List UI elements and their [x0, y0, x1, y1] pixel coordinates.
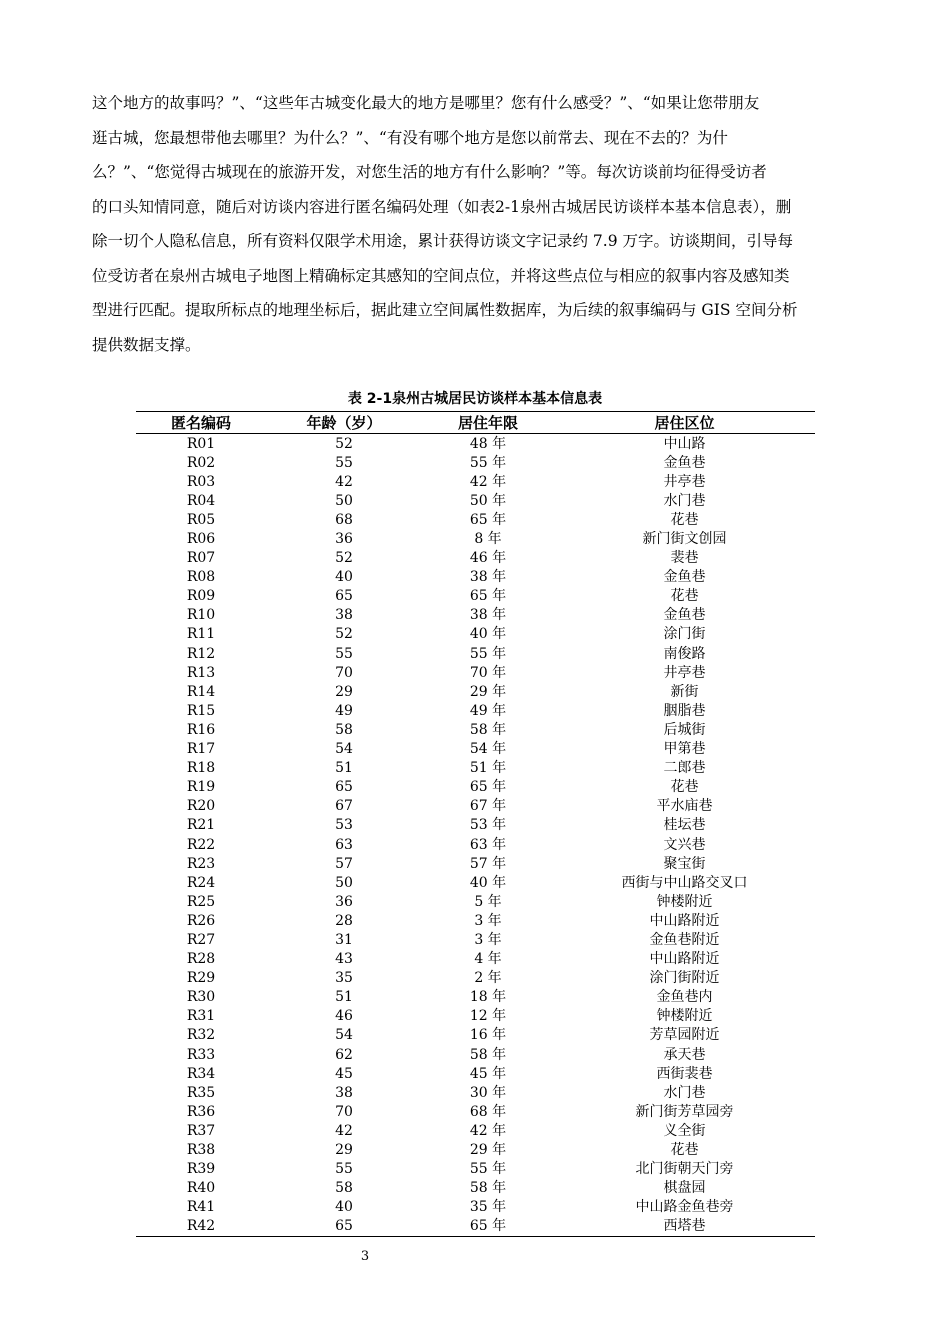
cell-anonymous-code: R13 — [186, 664, 216, 681]
cell-residence-location: 新门街文创园 — [642, 531, 727, 548]
cell-residence-years: 48 年 — [469, 435, 507, 452]
cell-age: 43 — [335, 951, 353, 968]
table-row — [136, 1121, 815, 1140]
table-caption: 表 2-1泉州古城居民访谈样本基本信息表 — [347, 391, 603, 407]
cell-anonymous-code: R22 — [186, 836, 216, 853]
cell-age: 29 — [335, 683, 353, 700]
cell-age: 40 — [335, 1199, 353, 1216]
cell-anonymous-code: R37 — [186, 1122, 216, 1139]
cell-anonymous-code: R08 — [186, 569, 216, 586]
body-paragraph — [92, 86, 860, 362]
cell-residence-years: 67 年 — [469, 798, 507, 815]
cell-anonymous-code: R42 — [136, 1217, 266, 1237]
table-row — [136, 1198, 815, 1217]
cell-residence-location: 金鱼巷 — [663, 607, 706, 624]
cell-age: 58 — [335, 721, 353, 738]
cell-age: 53 — [335, 817, 353, 834]
cell-anonymous-code: R03 — [186, 473, 216, 490]
cell-residence-years: 30 年 — [469, 1084, 507, 1101]
cell-anonymous-code: R40 — [186, 1180, 216, 1197]
cell-anonymous-code: R36 — [186, 1103, 216, 1120]
cell-anonymous-code: R38 — [186, 1142, 216, 1159]
cell-residence-location: 金鱼巷附近 — [649, 931, 720, 948]
cell-residence-location: 聚宝街 — [663, 855, 706, 872]
cell-age: 50 — [335, 492, 353, 509]
cell-age: 46 — [335, 1008, 353, 1025]
cell-residence-location: 义全街 — [663, 1122, 706, 1139]
cell-residence-years: 58 年 — [469, 1180, 507, 1197]
table-row — [136, 950, 815, 969]
cell-anonymous-code: R21 — [186, 817, 216, 834]
table-row — [136, 740, 815, 759]
cell-residence-location: 花巷 — [670, 1142, 699, 1159]
cell-age: 35 — [335, 970, 353, 987]
cell-residence-location: 井亭巷 — [663, 473, 706, 490]
cell-age: 55 — [335, 454, 353, 471]
cell-age: 57 — [335, 855, 353, 872]
table-row — [136, 969, 815, 988]
cell-anonymous-code: R39 — [186, 1161, 216, 1178]
paragraph-line: 逛古城，您最想带他去哪里？为什么？”、“有没有哪个地方是您以前常去、现在不去的？为什 — [92, 128, 728, 147]
cell-age: 28 — [335, 912, 353, 929]
cell-residence-location: 后城街 — [663, 721, 706, 738]
cell-anonymous-code: R16 — [186, 721, 216, 738]
cell-residence-location: 北门街朝天门旁 — [635, 1161, 734, 1178]
cell-residence-location: 西街与中山路交叉口 — [621, 874, 748, 891]
cell-residence-years: 65 年 — [469, 588, 507, 605]
table-row — [136, 625, 815, 644]
page-number: 3 — [360, 1249, 370, 1264]
table-row — [136, 606, 815, 625]
cell-residence-location: 新街 — [670, 683, 699, 700]
cell-residence-location: 裴巷 — [670, 550, 699, 567]
cell-residence-years: 46 年 — [469, 550, 507, 567]
table-row — [136, 1140, 815, 1159]
table-row — [136, 797, 815, 816]
table-row — [136, 644, 815, 663]
table-row — [136, 1026, 815, 1045]
cell-anonymous-code: R14 — [186, 683, 216, 700]
cell-residence-location: 花巷 — [670, 511, 699, 528]
cell-residence-years: 58 年 — [469, 1046, 507, 1063]
cell-residence-years: 5 年 — [474, 893, 502, 910]
cell-residence-years: 35 年 — [469, 1199, 507, 1216]
cell-age: 65 — [335, 588, 353, 605]
paragraph-line: 么？”、“您觉得古城现在的旅游开发，对您生活的地方有什么影响？”等。每次访谈前均征得受访者 — [92, 163, 767, 181]
cell-residence-location: 二郎巷 — [663, 760, 706, 777]
table-row — [136, 682, 815, 701]
table-row — [136, 491, 815, 510]
cell-anonymous-code: R28 — [186, 951, 216, 968]
cell-anonymous-code: R02 — [186, 454, 216, 471]
cell-residence-years: 38 年 — [469, 607, 507, 624]
cell-residence-location: 井亭巷 — [663, 664, 706, 681]
cell-residence-years: 4 年 — [474, 951, 502, 968]
paragraph-line: 除一切个人隐私信息，所有资料仅限学术用途，累计获得访谈文字记录约 7.9 万字。访谈期间，引导每 — [92, 232, 794, 250]
cell-age: 40 — [335, 569, 353, 586]
cell-age: 70 — [335, 1103, 353, 1120]
cell-anonymous-code: R09 — [186, 588, 216, 605]
cell-age: 31 — [335, 931, 353, 948]
table-row — [136, 1007, 815, 1026]
cell-residence-location: 钟楼附近 — [656, 893, 713, 910]
table-row — [136, 1064, 815, 1083]
cell-residence-location: 涂门街 — [663, 626, 706, 643]
cell-residence-location: 西街裴巷 — [656, 1065, 713, 1082]
cell-residence-location: 承天巷 — [663, 1046, 706, 1063]
cell-residence-location: 桂坛巷 — [663, 817, 706, 834]
cell-residence-location: 西塔巷 — [554, 1217, 815, 1237]
cell-residence-years: 40 年 — [469, 874, 507, 891]
cell-anonymous-code: R11 — [186, 626, 216, 643]
cell-residence-years: 55 年 — [469, 454, 507, 471]
cell-residence-years: 12 年 — [469, 1008, 507, 1025]
paragraph-line: 型进行匹配。提取所标点的地理坐标后，据此建立空间属性数据库，为后续的叙事编码与 GIS 空间分析 — [92, 301, 798, 319]
cell-residence-location: 胭脂巷 — [663, 702, 706, 719]
cell-age: 62 — [335, 1046, 353, 1063]
cell-age: 45 — [335, 1065, 353, 1082]
table-row — [136, 510, 815, 529]
cell-anonymous-code: R29 — [186, 970, 216, 987]
table-row — [136, 587, 815, 606]
cell-anonymous-code: R06 — [186, 531, 216, 548]
table-row — [136, 1045, 815, 1064]
cell-residence-years: 65 年 — [469, 511, 507, 528]
table-row — [136, 988, 815, 1007]
cell-anonymous-code: R31 — [186, 1008, 216, 1025]
cell-residence-years: 45 年 — [469, 1065, 507, 1082]
cell-residence-location: 中山路 — [663, 435, 706, 452]
cell-residence-years: 53 年 — [469, 817, 507, 834]
cell-residence-location: 棋盘园 — [663, 1180, 706, 1197]
cell-anonymous-code: R05 — [186, 511, 216, 528]
cell-age: 51 — [335, 760, 353, 777]
table-row — [136, 835, 815, 854]
cell-residence-location: 水门巷 — [663, 492, 706, 509]
cell-age: 68 — [335, 511, 353, 528]
table-row — [136, 663, 815, 682]
table-row — [136, 529, 815, 548]
table-row — [136, 816, 815, 835]
paragraph-line: 位受访者在泉州古城电子地图上精确标定其感知的空间点位，并将这些点位与相应的叙事内容及感知类 — [92, 266, 790, 285]
cell-residence-location: 芳草园附近 — [649, 1027, 720, 1044]
cell-residence-location: 金鱼巷 — [663, 454, 706, 471]
cell-age: 52 — [335, 435, 353, 452]
cell-anonymous-code: R23 — [186, 855, 216, 872]
cell-residence-location: 中山路附近 — [649, 912, 720, 929]
cell-age: 42 — [335, 473, 353, 490]
cell-residence-years: 68 年 — [469, 1103, 507, 1120]
cell-anonymous-code: R04 — [186, 492, 216, 509]
cell-age: 70 — [335, 664, 353, 681]
cell-residence-location: 涂门街附近 — [649, 970, 720, 987]
cell-residence-location: 平水庙巷 — [656, 798, 713, 815]
cell-age: 50 — [335, 874, 353, 891]
cell-anonymous-code: R19 — [186, 779, 216, 796]
cell-residence-years: 3 年 — [474, 912, 502, 929]
cell-age: 55 — [335, 1161, 353, 1178]
cell-residence-location: 新门街芳草园旁 — [635, 1103, 734, 1120]
paragraph-line: 的口头知情同意，随后对访谈内容进行匿名编码处理（如表2-1泉州古城居民访谈样本基本信息表），删 — [92, 197, 792, 216]
table-row — [136, 873, 815, 892]
cell-residence-years: 54 年 — [469, 741, 507, 758]
table-row — [136, 930, 815, 949]
cell-residence-years: 29 年 — [469, 1142, 507, 1159]
cell-residence-location: 钟楼附近 — [656, 1008, 713, 1025]
table-row — [136, 759, 815, 778]
cell-age: 51 — [335, 989, 353, 1006]
cell-residence-years: 65 年 — [422, 1217, 554, 1237]
table-row — [136, 1217, 815, 1237]
cell-age: 38 — [335, 607, 353, 624]
cell-residence-years: 57 年 — [469, 855, 507, 872]
table-row — [136, 1102, 815, 1121]
table-row — [136, 472, 815, 491]
table-row — [136, 854, 815, 873]
cell-residence-years: 55 年 — [469, 1161, 507, 1178]
table-row — [136, 778, 815, 797]
cell-residence-years: 40 年 — [469, 626, 507, 643]
cell-residence-years: 49 年 — [469, 702, 507, 719]
cell-anonymous-code: R33 — [186, 1046, 216, 1063]
table-row — [136, 892, 815, 911]
cell-anonymous-code: R20 — [186, 798, 216, 815]
cell-age: 67 — [335, 798, 353, 815]
cell-residence-location: 南俊路 — [663, 645, 706, 662]
cell-residence-years: 50 年 — [469, 492, 507, 509]
cell-anonymous-code: R25 — [186, 893, 216, 910]
cell-residence-years: 29 年 — [469, 683, 507, 700]
table-row — [136, 549, 815, 568]
cell-age: 38 — [335, 1084, 353, 1101]
header-residence-location: 居住区位 — [554, 412, 815, 434]
cell-age: 58 — [335, 1180, 353, 1197]
cell-age: 36 — [335, 893, 353, 910]
cell-age: 49 — [335, 702, 353, 719]
cell-age: 65 — [266, 1217, 422, 1237]
cell-anonymous-code: R30 — [186, 989, 216, 1006]
cell-age: 63 — [335, 836, 353, 853]
cell-residence-location: 花巷 — [670, 588, 699, 605]
cell-age: 42 — [335, 1122, 353, 1139]
table-header-row — [136, 412, 815, 434]
cell-residence-location: 花巷 — [670, 779, 699, 796]
cell-residence-years: 38 年 — [469, 569, 507, 586]
cell-residence-location: 甲第巷 — [663, 741, 706, 758]
cell-age: 52 — [335, 626, 353, 643]
table-row — [136, 453, 815, 472]
cell-residence-years: 55 年 — [469, 645, 507, 662]
cell-age: 54 — [335, 1027, 353, 1044]
cell-residence-years: 16 年 — [469, 1027, 507, 1044]
cell-anonymous-code: R15 — [186, 702, 216, 719]
cell-age: 29 — [335, 1142, 353, 1159]
table-row — [136, 568, 815, 587]
cell-residence-years: 18 年 — [469, 989, 507, 1006]
cell-residence-location: 金鱼巷内 — [656, 989, 713, 1006]
cell-anonymous-code: R34 — [186, 1065, 216, 1082]
cell-anonymous-code: R32 — [186, 1027, 216, 1044]
cell-age: 65 — [335, 779, 353, 796]
table-row — [136, 701, 815, 720]
cell-age: 36 — [335, 531, 353, 548]
cell-age: 52 — [335, 550, 353, 567]
cell-anonymous-code: R12 — [186, 645, 216, 662]
header-anonymous-code: 匿名编码 — [136, 412, 266, 434]
cell-residence-years: 65 年 — [469, 779, 507, 796]
cell-anonymous-code: R35 — [186, 1084, 216, 1101]
cell-residence-years: 2 年 — [474, 970, 502, 987]
cell-anonymous-code: R27 — [186, 931, 216, 948]
header-residence-years: 居住年限 — [422, 412, 554, 434]
cell-anonymous-code: R01 — [186, 435, 216, 452]
cell-residence-location: 水门巷 — [663, 1084, 706, 1101]
table-row — [136, 1160, 815, 1179]
cell-anonymous-code: R41 — [186, 1199, 216, 1216]
cell-residence-years: 42 年 — [469, 473, 507, 490]
resident-interview-table — [136, 411, 815, 1237]
cell-residence-location: 中山路金鱼巷旁 — [635, 1199, 734, 1216]
cell-anonymous-code: R07 — [186, 550, 216, 567]
cell-residence-years: 3 年 — [474, 931, 502, 948]
cell-anonymous-code: R18 — [186, 760, 216, 777]
cell-residence-years: 51 年 — [469, 760, 507, 777]
cell-anonymous-code: R10 — [186, 607, 216, 624]
cell-residence-years: 8 年 — [474, 531, 502, 548]
table-row — [136, 1179, 815, 1198]
header-age: 年龄（岁） — [266, 412, 422, 434]
table-row — [136, 911, 815, 930]
paragraph-line: 提供数据支撑。 — [92, 335, 201, 354]
cell-residence-location: 中山路附近 — [649, 951, 720, 968]
cell-residence-years: 63 年 — [469, 836, 507, 853]
cell-residence-years: 58 年 — [469, 721, 507, 738]
cell-residence-years: 70 年 — [469, 664, 507, 681]
cell-residence-years: 42 年 — [469, 1122, 507, 1139]
paragraph-line: 这个地方的故事吗？”、“这些年古城变化最大的地方是哪里？您有什么感受？”、“如果让您带朋友 — [92, 94, 760, 112]
cell-age: 55 — [335, 645, 353, 662]
cell-residence-location: 金鱼巷 — [663, 569, 706, 586]
table-row — [136, 434, 815, 454]
table-row — [136, 720, 815, 739]
cell-anonymous-code: R26 — [186, 912, 216, 929]
table-row — [136, 1083, 815, 1102]
cell-anonymous-code: R17 — [186, 741, 216, 758]
cell-age: 54 — [335, 741, 353, 758]
cell-anonymous-code: R24 — [186, 874, 216, 891]
cell-residence-location: 文兴巷 — [663, 836, 706, 853]
